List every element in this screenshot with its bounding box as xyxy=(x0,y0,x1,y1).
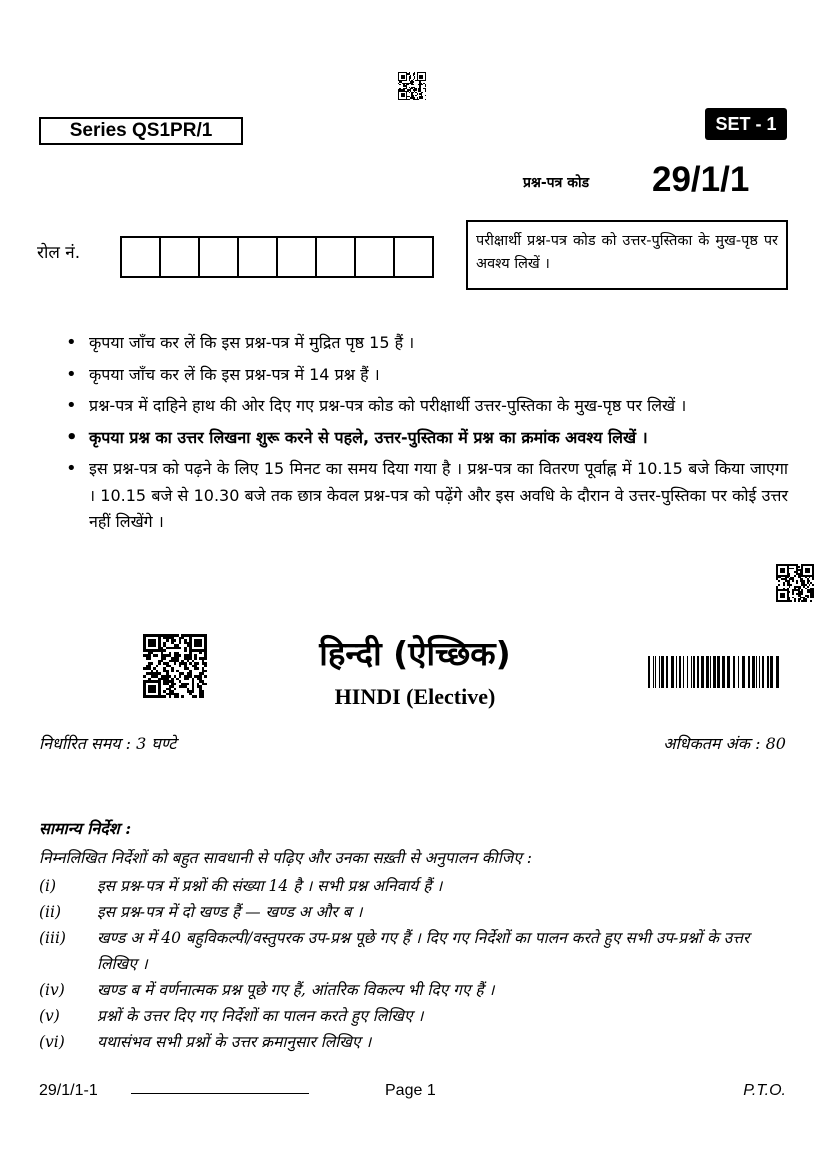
series-label: Series QS1PR/1 xyxy=(39,117,243,145)
general-instructions-heading: सामान्य निर्देश : xyxy=(39,819,132,838)
item-text: खण्ड ब में वर्णनात्मक प्रश्न पूछे गए हैं, आंतरिक विकल्प भी दिए गए हैं । xyxy=(97,981,495,999)
general-instruction-item xyxy=(39,1003,791,1029)
item-text: इस प्रश्न-पत्र में प्रश्नों की संख्या 14 है । सभी प्रश्न अनिवार्य हैं । xyxy=(97,877,443,895)
instruction-item: • कृपया जाँच कर लें कि इस प्रश्न-पत्र में मुद्रित पृष्ठ 15 हैं । xyxy=(66,330,788,357)
paper-code-label: प्रश्न-पत्र कोड xyxy=(523,175,590,191)
item-text: यथासंभव सभी प्रश्नों के उत्तर क्रमानुसार लिखिए । xyxy=(97,1033,372,1051)
roll-number-cell xyxy=(237,238,276,276)
item-text: इस प्रश्न-पत्र में दो खण्ड हैं — खण्ड अ और ब । xyxy=(97,903,363,921)
instruction-list xyxy=(66,330,788,541)
page-number: Page 1 xyxy=(385,1082,436,1099)
instruction-item: • कृपया प्रश्न का उत्तर लिखना शुरू करने से पहले, उत्तर-पुस्तिका में प्रश्न का क्रमांक अवश्य लिखें । xyxy=(66,425,788,452)
item-number: (ii) xyxy=(39,903,62,921)
instruction-item: • इस प्रश्न-पत्र को पढ़ने के लिए 15 मिनट का समय दिया गया है । प्रश्न-पत्र का वितरण पूर्वाह्न में 10.15 बजे किया जाएगा । 10.15 बजे से 10.30 बजे तक छात्र केवल प्रश्न-पत्र को पढ़ेंगे और इस अवधि के दौरान वे उत्तर-पुस्तिका पर कोई उत्तर नहीं लिखेंगे । xyxy=(66,456,788,536)
item-number: (v) xyxy=(39,1007,60,1025)
roll-number-cell xyxy=(354,238,393,276)
qr-code-icon xyxy=(398,72,426,100)
please-turn-over: P.T.O. xyxy=(743,1082,786,1099)
item-number: (iii) xyxy=(39,929,66,947)
subject-title-english: HINDI (Elective) xyxy=(334,684,496,709)
footer-paper-code: 29/1/1-1 xyxy=(39,1082,98,1099)
roll-number-label: रोल नं. xyxy=(37,243,81,263)
roll-number-cell xyxy=(276,238,315,276)
instruction-item: • कृपया जाँच कर लें कि इस प्रश्न-पत्र में 14 प्रश्न हैं । xyxy=(66,362,788,389)
subject-title-hindi: हिन्दी (ऐच्छिक) xyxy=(319,634,511,673)
general-instruction-item xyxy=(39,899,791,925)
time-allowed: निर्धारित समय : 3 घण्टे xyxy=(39,734,177,753)
max-marks: अधिकतम अंक : 80 xyxy=(663,734,786,753)
candidate-note-box: परीक्षार्थी प्रश्न-पत्र कोड को उत्तर-पुस्तिका के मुख-पृष्ठ पर अवश्य लिखें । xyxy=(466,220,788,290)
qr-code-icon xyxy=(776,564,814,602)
footer-divider xyxy=(131,1093,309,1094)
roll-number-cell xyxy=(122,238,159,276)
qr-code-icon xyxy=(143,634,207,698)
general-instruction-item xyxy=(39,925,791,977)
item-text: प्रश्नों के उत्तर दिए गए निर्देशों का पालन करते हुए लिखिए । xyxy=(97,1007,424,1025)
item-number: (vi) xyxy=(39,1033,65,1051)
item-number: (iv) xyxy=(39,981,65,999)
roll-number-cell xyxy=(198,238,237,276)
barcode-icon xyxy=(648,656,785,688)
general-instruction-item xyxy=(39,1029,791,1055)
general-instructions-list xyxy=(39,873,791,1055)
paper-code: 29/1/1 xyxy=(652,160,750,199)
general-instructions-intro: निम्नलिखित निर्देशों को बहुत सावधानी से पढ़िए और उनका सख़्ती से अनुपालन कीजिए : xyxy=(39,849,532,867)
general-instruction-item xyxy=(39,873,791,899)
roll-number-cell xyxy=(159,238,198,276)
instruction-item: • प्रश्न-पत्र में दाहिने हाथ की ओर दिए गए प्रश्न-पत्र कोड को परीक्षार्थी उत्तर-पुस्तिका के मुख-पृष्ठ पर लिखें । xyxy=(66,393,788,420)
general-instruction-item xyxy=(39,977,791,1003)
item-text: खण्ड अ में 40 बहुविकल्पी/वस्तुपरक उप-प्रश्न पूछे गए हैं । दिए गए निर्देशों का पालन करते हुए सभी उप-प्रश्नों के उत्तर लिखिए । xyxy=(97,929,750,973)
roll-number-cell xyxy=(393,238,432,276)
roll-number-grid xyxy=(120,236,434,278)
set-badge: SET - 1 xyxy=(705,108,787,140)
item-number: (i) xyxy=(39,877,57,895)
roll-number-cell xyxy=(315,238,354,276)
